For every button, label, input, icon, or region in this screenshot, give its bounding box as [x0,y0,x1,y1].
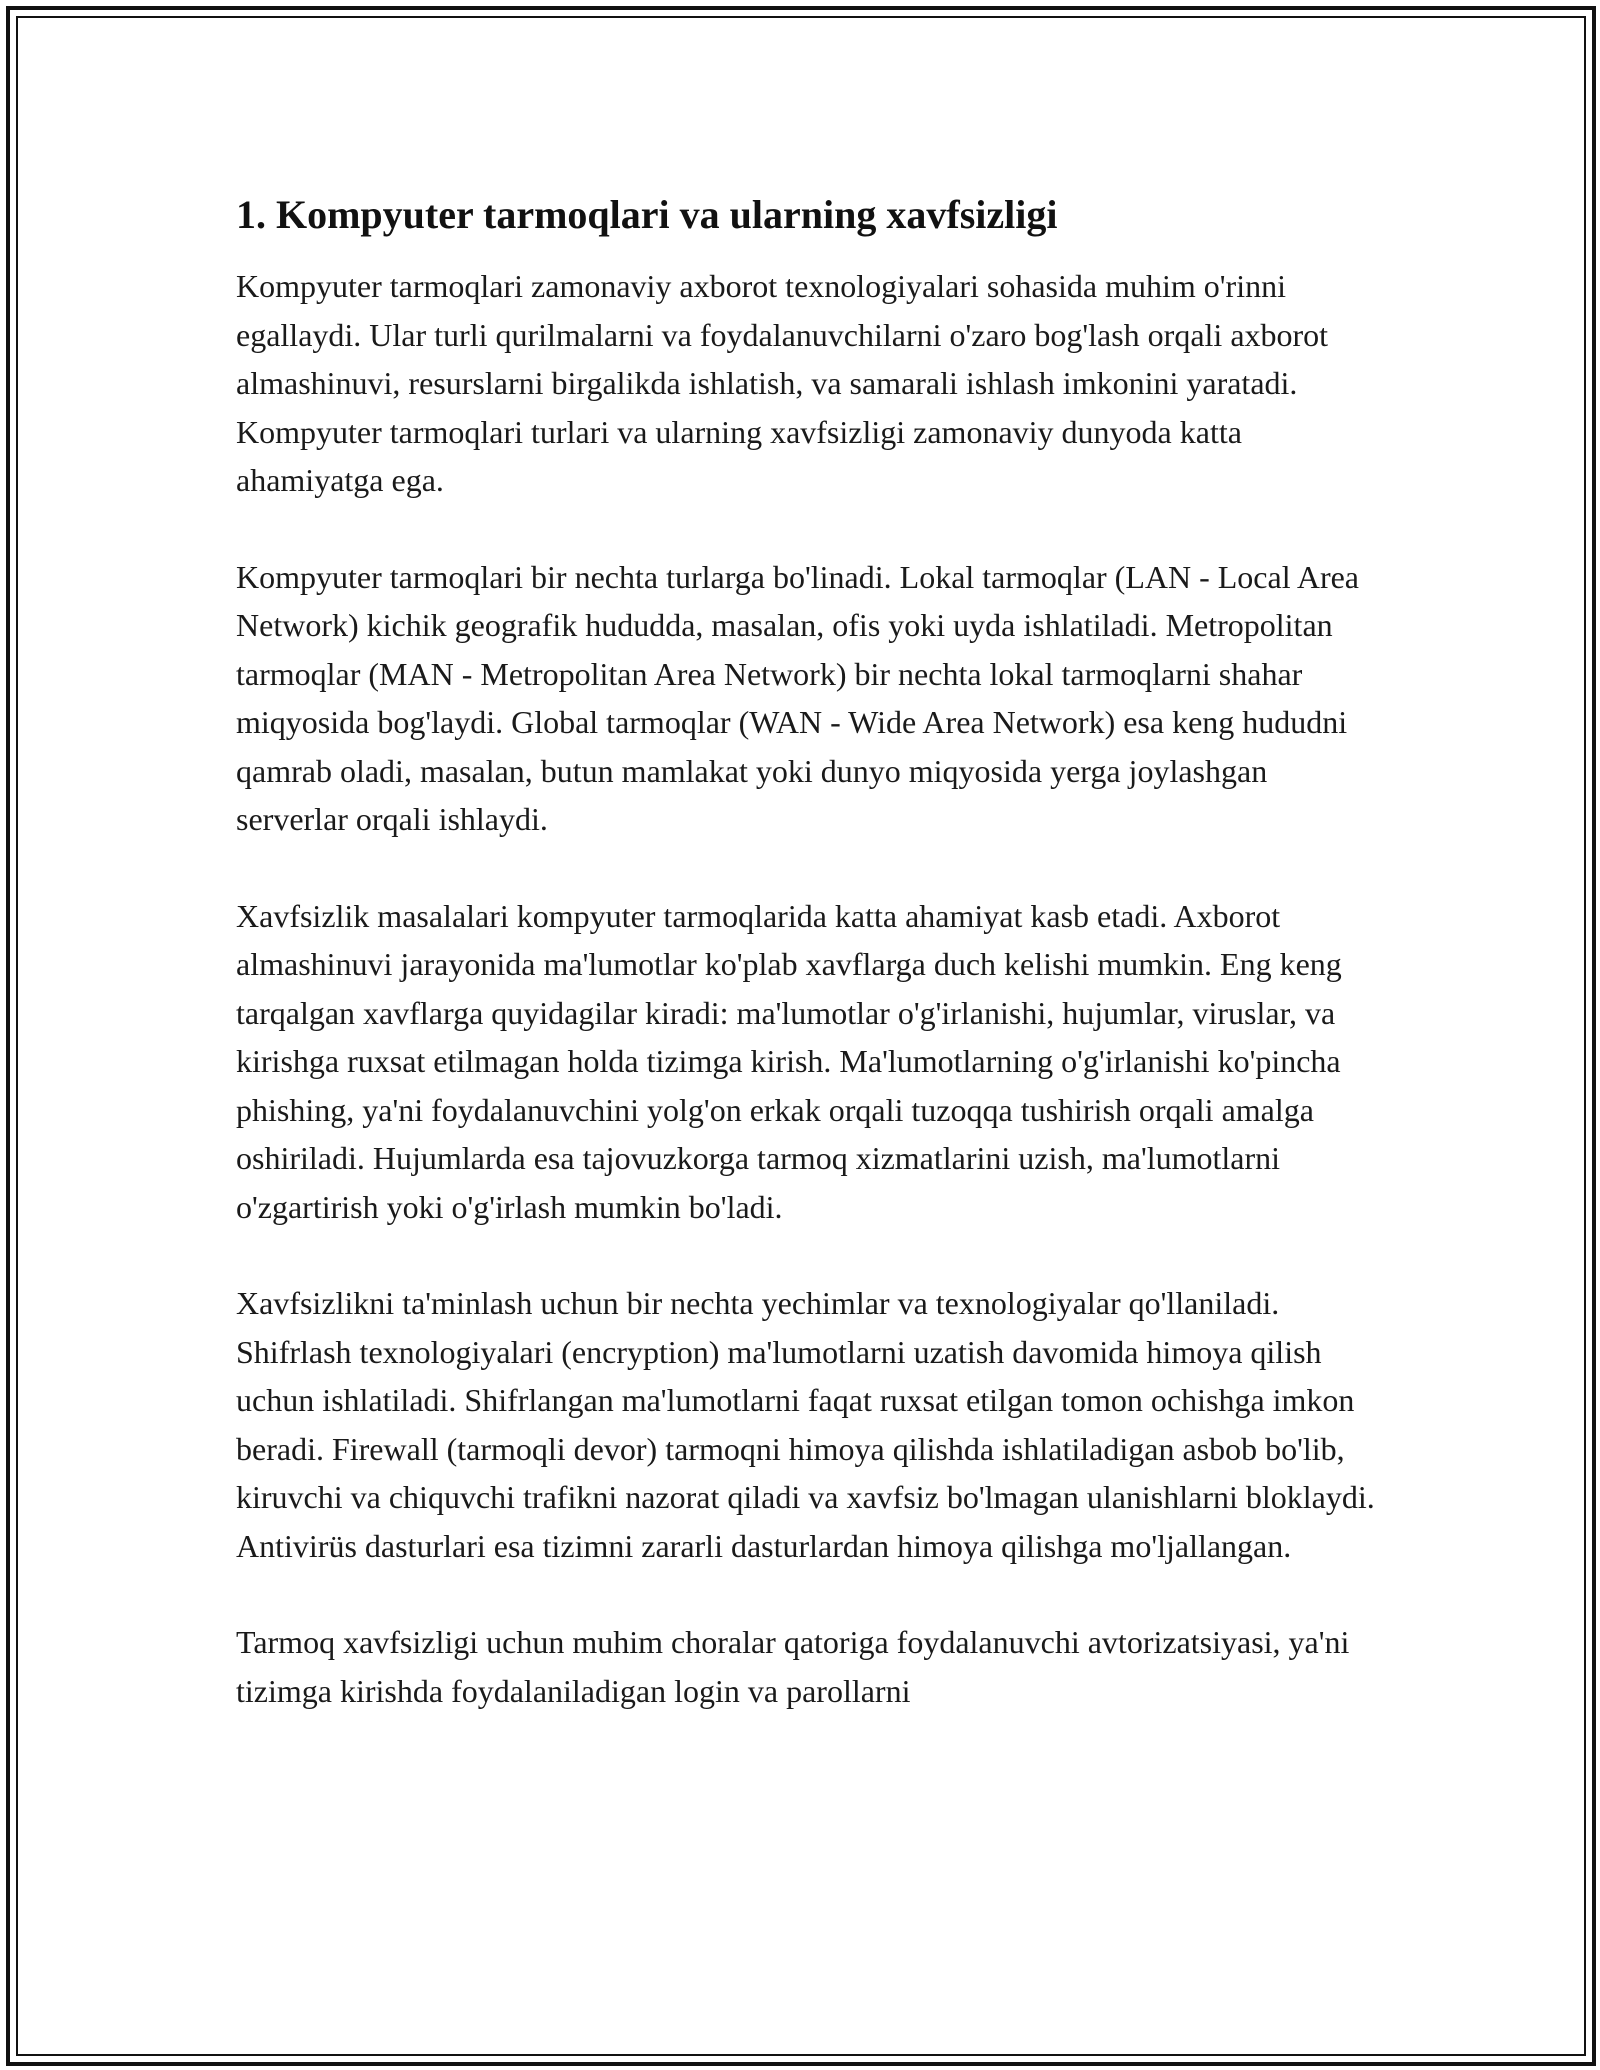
paragraph-security-solutions: Xavfsizlikni ta'minlash uchun bir nechta yechimlar va texnologiyalar qo'llaniladi. Shifrlash texnologiyalari (encryption) ma'lumotlarni uzatish davomida himoya qilish uchun ishlatiladi. Shifrlangan ma'lumotlarni faqat ruxsat etilgan tomon ochishga imkon beradi. Firewall (tarmoqli devor) tarmoqni himoya qilishda ishlatiladigan asbob bo'lib, kiruvchi va chiquvchi trafikni nazorat qiladi va xavfsiz bo'lmagan ulanishlarni bloklaydi. Antivirüs dasturlari esa tizimni zararli dasturlardan himoya qilishga mo'ljallangan. [236,1285,1375,1564]
document-body [236,188,1376,1763]
paragraph-intro: Kompyuter tarmoqlari zamonaviy axborot texnologiyalari sohasida muhim o'rinni egallaydi. Ular turli qurilmalarni va foydalanuvchilarni o'zaro bog'lash orqali axborot almashinuvi, resurslarni birgalikda ishlatish, va samarali ishlash imkonini yaratadi. Kompyuter tarmoqlari turlari va ularning xavfsizligi zamonaviy dunyoda katta ahamiyatga ega. [236,268,1329,498]
section-heading: 1. Kompyuter tarmoqlari va ularning xavfsizligi [236,192,1058,237]
paragraph-network-types: Kompyuter tarmoqlari bir nechta turlarga bo'linadi. Lokal tarmoqlar (LAN - Local Area Network) kichik geografik hududda, masalan, ofis yoki uyda ishlatiladi. Metropolitan tarmoqlar (MAN - Metropolitan Area Network) bir nechta lokal tarmoqlarni shahar miqyosida bog'laydi. Global tarmoqlar (WAN - Wide Area Network) esa keng hududni qamrab oladi, masalan, butun mamlakat yoki dunyo miqyosida yerga joylashgan serverlar orqali ishlaydi. [236,558,1359,837]
paragraph-security-issues: Xavfsizlik masalalari kompyuter tarmoqlarida katta ahamiyat kasb etadi. Axborot almashinuvi jarayonida ma'lumotlar ko'plab xavflarga duch kelishi mumkin. Eng keng tarqalgan xavflarga quyidagilar kiradi: ma'lumotlar o'g'irlanishi, hujumlar, viruslar, va kirishga ruxsat etilmagan holda tizimga kirish. Ma'lumotlarning o'g'irlanishi ko'pincha phishing, ya'ni foydalanuvchini yolg'on erkak orqali tuzoqqa tushirish orqali amalga oshiriladi. Hujumlarda esa tajovuzkorga tarmoq xizmatlarini uzish, ma'lumotlarni o'zgartirish yoki o'g'irlash mumkin bo'ladi. [236,897,1342,1225]
paragraph-security-measures: Tarmoq xavfsizligi uchun muhim choralar qatoriga foydalanuvchi avtorizatsiyasi, ya'ni tizimga kirishda foydalaniladigan login va parollarni [236,1624,1350,1709]
